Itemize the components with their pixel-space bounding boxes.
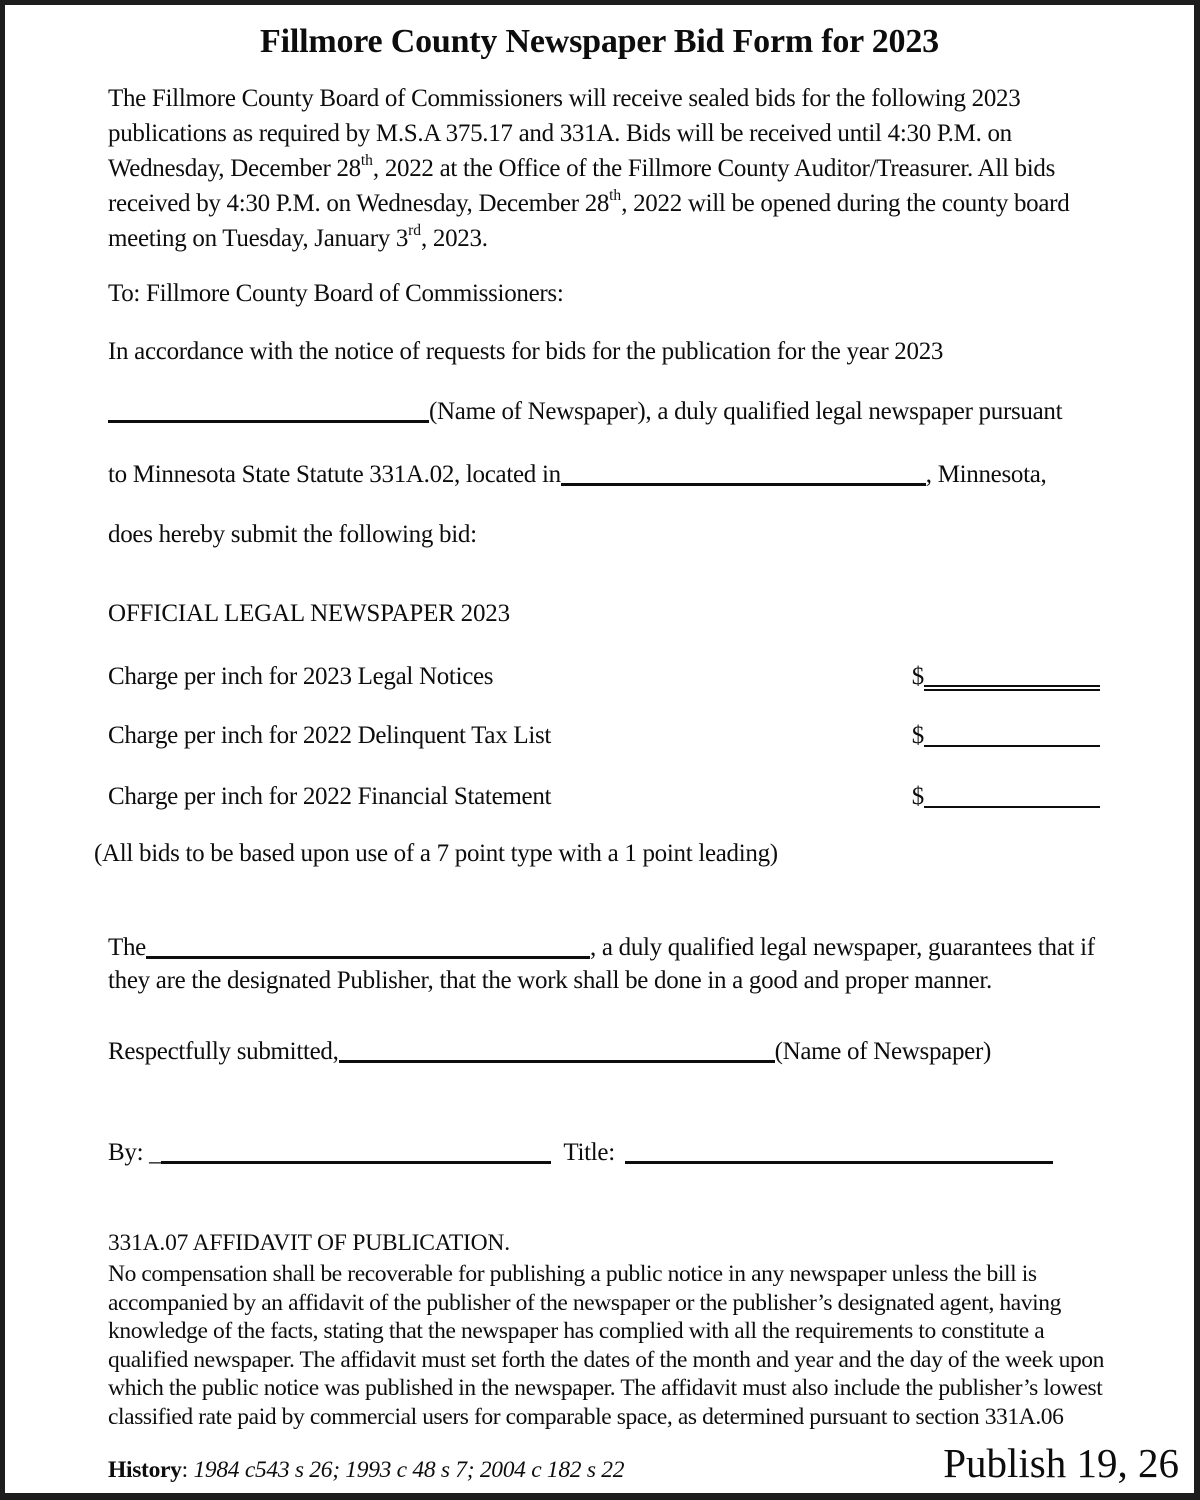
bids-note: (All bids to be based upon use of a 7 point type with a 1 point leading) [94, 840, 778, 867]
guarantee-paragraph [108, 931, 1124, 997]
intro-text-4: , 2023. [421, 225, 488, 252]
intro-text-1: The Fillmore County Board of Commissioners will receive sealed bids for the following 2023 publications as required by M.S.A 375.17 and 331A. Bids will be received until 4:30 P.M. on Wednesday, December 28 [108, 85, 1021, 182]
located-line [108, 457, 1138, 492]
respectfully-submitted-label: Respectfully submitted, [108, 1038, 339, 1065]
signature-line [108, 1135, 1053, 1170]
history-label: History [108, 1457, 182, 1483]
publish-dates-note: Publish 19, 26 [943, 1440, 1179, 1486]
intro-paragraph [108, 81, 1110, 256]
ordinal-suffix: rd [408, 222, 421, 239]
intro-text-2: , 2022 at the Office of the Fillmore County Auditor/Treasurer. All bids received by 4:30 P.M. on Wednesday, December 28 [108, 155, 1056, 217]
guarantee-text-before: The [108, 934, 146, 961]
newspaper-name-line [108, 394, 1138, 429]
submitted-newspaper-blank[interactable] [339, 1043, 775, 1063]
respectfully-submitted-line [108, 1034, 991, 1069]
city-blank[interactable] [561, 466, 926, 486]
guarantee-newspaper-blank[interactable] [146, 939, 590, 959]
ordinal-suffix: th [360, 152, 373, 169]
by-signature-blank[interactable] [161, 1144, 551, 1164]
title-label: Title: [563, 1139, 615, 1166]
submit-bid-line: does hereby submit the following bid: [108, 521, 477, 548]
charge-row-legal-notices [108, 659, 1100, 694]
ordinal-suffix: th [609, 187, 622, 204]
located-state-text: , Minnesota, [925, 461, 1047, 488]
accordance-line: In accordance with the notice of requests for bids for the publication for the year 2023 [108, 338, 944, 365]
guarantee-text-after: , a duly qualified legal newspaper, guarantees that if they are the designated Publisher, that the work shall be done in a good and proper manner. [108, 934, 1095, 994]
newspaper-name-blank[interactable] [108, 403, 429, 423]
charge-row-delinquent-tax [108, 718, 1100, 753]
history-colon: : [181, 1457, 194, 1483]
charge-amount-blank-delinquent-tax[interactable] [924, 727, 1100, 747]
charge-row-financial-statement [108, 779, 1100, 814]
charge-amount [912, 718, 1100, 753]
dollar-sign: $ [911, 783, 924, 810]
charge-amount [912, 659, 1100, 694]
official-legal-newspaper-heading: OFFICIAL LEGAL NEWSPAPER 2023 [108, 600, 510, 627]
charge-amount-blank-legal-notices[interactable] [924, 671, 1100, 691]
name-of-newspaper-caption: (Name of Newspaper) [774, 1038, 991, 1065]
charge-amount [912, 779, 1100, 814]
affidavit-paragraph: No compensation shall be recoverable for publishing a public notice in any newspaper unless the bill is accompanied by an affidavit of the publisher of the newspaper or the publisher’s designated agent, having knowledge of the facts, stating that the newspaper has complied with all the requirements to constitute a qualified newspaper. The affidavit must set forth the dates of the month and year and the day of the week upon which the public notice was published in the newspaper. The affidavit must also include the publisher’s lowest classified rate paid by commercial users for comparable space, as determined pursuant to section 331A.06 [108, 1261, 1105, 1430]
history-citations: 1984 c543 s 26; 1993 c 48 s 7; 2004 c 182 s 22 [193, 1457, 625, 1483]
addressee-line: To: Fillmore County Board of Commissioners: [108, 280, 564, 307]
intro-text-3: , 2022 will be opened during the county board meeting on Tuesday, January 3 [108, 190, 1070, 252]
form-title: Fillmore County Newspaper Bid Form for 2023 [260, 23, 939, 60]
charge-label: Charge per inch for 2022 Delinquent Tax List [108, 722, 552, 749]
dollar-sign: $ [911, 722, 924, 749]
charge-amount-blank-financial-statement[interactable] [924, 788, 1100, 808]
charge-label: Charge per inch for 2022 Financial Statement [108, 783, 552, 810]
dollar-sign: $ [911, 663, 924, 690]
title-blank[interactable] [625, 1144, 1053, 1164]
charge-label: Charge per inch for 2023 Legal Notices [108, 663, 494, 690]
located-text: to Minnesota State Statute 331A.02, located in [108, 461, 561, 488]
newspaper-name-caption: (Name of Newspaper), a duly qualified legal newspaper pursuant [429, 398, 1063, 425]
affidavit-heading: 331A.07 AFFIDAVIT OF PUBLICATION. [108, 1230, 510, 1256]
by-label: By: _ [108, 1139, 162, 1166]
history-line [108, 1457, 624, 1484]
